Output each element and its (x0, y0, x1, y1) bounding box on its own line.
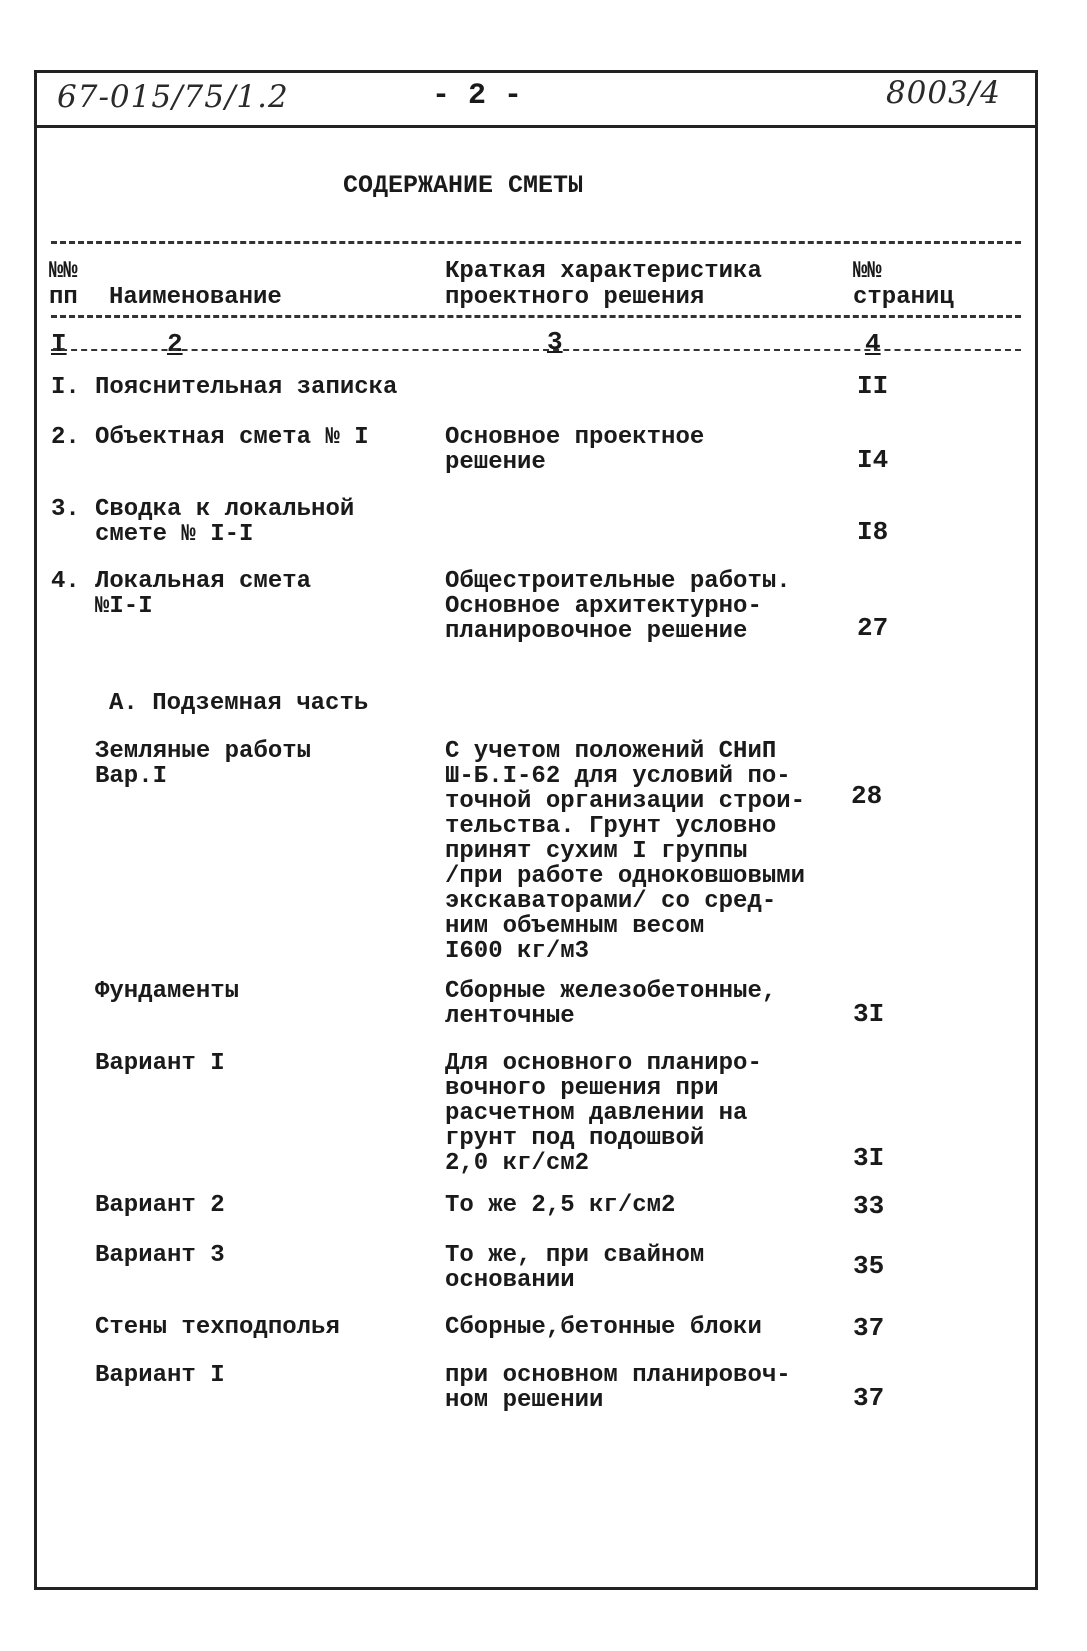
row-page: 37 (853, 1313, 885, 1343)
col-header-desc: Краткая характеристика проектного решения (445, 258, 762, 311)
row-desc: Сборные,бетонные блоки (445, 1314, 762, 1341)
row-name: Вариант I (95, 1362, 225, 1389)
row-page: 35 (853, 1251, 885, 1281)
row-name: Земляные работы Вар.I (95, 738, 312, 790)
row-page: 27 (857, 613, 889, 643)
col-index-3: 3 (547, 327, 563, 357)
row-name: Вариант 3 (95, 1242, 225, 1269)
row-page: 33 (853, 1191, 885, 1221)
col-header-num: №№ пп (49, 258, 78, 311)
col-index-4: 4 (865, 329, 881, 359)
row-num: I. (51, 374, 80, 401)
row-num: 4. (51, 568, 80, 595)
page-title: СОДЕРЖАНИЕ СМЕТЫ (343, 171, 584, 200)
row-page: I8 (857, 517, 889, 547)
col-index-2: 2 (167, 329, 183, 359)
doc-code: 67-015/75/1.2 (57, 79, 289, 115)
header-divider (37, 125, 1035, 128)
sheet-code: 8003/4 (885, 75, 1001, 111)
index-rule (51, 349, 1021, 351)
row-page: II (857, 371, 889, 401)
row-desc: То же, при свайном основании (445, 1242, 705, 1294)
row-page: 3I (853, 1143, 885, 1173)
col-index-1: I (51, 329, 67, 359)
row-name: Фундаменты (95, 978, 240, 1005)
table-top-rule (51, 241, 1021, 244)
row-name: Пояснительная записка (95, 374, 398, 401)
row-page: 3I (853, 999, 885, 1029)
row-name: Сводка к локальной смете № I-I (95, 496, 355, 548)
row-desc: Общестроительные работы. Основное архитектурно- планировочное решение (445, 568, 791, 645)
row-desc: Для основного планиро- вочного решения при расчетном давлении на грунт под подошвой 2,0 кг/см2 (445, 1050, 762, 1177)
row-name: Локальная смета №I-I (95, 568, 312, 620)
row-desc: То же 2,5 кг/см2 (445, 1192, 676, 1219)
row-desc: Основное проектное решение (445, 424, 705, 476)
row-page: 28 (851, 781, 883, 811)
row-desc: Сборные железобетонные, ленточные (445, 978, 777, 1030)
row-name: Стены техподполья (95, 1314, 340, 1341)
row-name: Вариант I (95, 1050, 225, 1077)
row-name: Вариант 2 (95, 1192, 225, 1219)
header-bottom-rule (51, 315, 1021, 318)
row-page: 37 (853, 1383, 885, 1413)
row-desc: при основном планировоч- ном решении (445, 1362, 791, 1414)
page-frame (34, 70, 1038, 1590)
row-num: 2. (51, 424, 80, 451)
col-header-pages: №№ страниц (853, 258, 954, 311)
row-page: I4 (857, 445, 889, 475)
page-number: - 2 - (432, 79, 523, 113)
row-name: Объектная смета № I (95, 424, 369, 451)
row-desc: С учетом положений СНиП Ш-Б.I-62 для условий по- точной организации строи- тельства. Грунт условно принят сухим I группы /при работе одноковшовыми экскаваторами/ со сред- ним объемным весом I600 кг/м3 (445, 738, 806, 965)
section-heading: А. Подземная часть (109, 690, 369, 717)
row-num: 3. (51, 496, 80, 523)
col-header-name: Наименование (109, 284, 282, 311)
